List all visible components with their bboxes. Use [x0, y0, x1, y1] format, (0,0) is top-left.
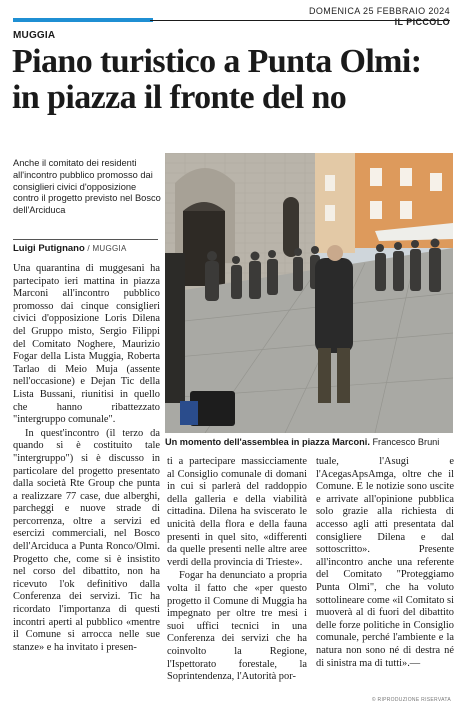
caption-text: Un momento dell'assemblea in piazza Marconi. [165, 437, 370, 447]
byline-location: MUGGIA [92, 244, 127, 253]
article-photo [165, 153, 453, 433]
photo-caption [165, 437, 455, 448]
article-subhead: Anche il comitato dei residenti all'incontro pubblico promosso dai consiglieri civici d'opposizione contro il progetto previsto nel Bosco dell'Arciduca [13, 158, 161, 216]
paragraph: ti a partecipare massicciamente al Consiglio comunale di domani in cui si parlerà del raddoppio della galleria e della viabilità cittadina. Dilena ha sviscerato le unicità della flora e della fauna presenti in quel sito, «differenti da quelle presenti nelle altre aree verdi della provincia di Trieste». [167, 456, 307, 568]
article-column-2 [167, 456, 307, 684]
article-column-1 [13, 263, 160, 654]
byline-author: Luigi Putignano [13, 243, 85, 254]
copyright-notice: © RIPRODUZIONE RISERVATA [371, 697, 451, 703]
article-headline [12, 44, 457, 116]
page-dateline [309, 6, 450, 28]
headline-line-2: in piazza il fronte del no [12, 79, 347, 116]
photo-credit: Francesco Bruni [372, 437, 440, 447]
section-accent-bar [13, 18, 153, 22]
paragraph: Una quarantina di muggesani ha partecipato ieri mattina in piazza Marconi all'incontro pubblico promosso dai cinque consiglieri civici d'opposizione Loris Dilena del Gruppo misto, Sergio Filippi del Comitato Noghere, Maurizio Fogar della Lista Muggia, Roberta Tarlao di Meio Muja (assente nell'occasione) e Dejan Tic della Lista Bussani, riunitisi in quello che hanno ribattezzato "intergruppo comunale". [13, 263, 160, 426]
article-column-3 [316, 456, 454, 670]
newspaper-name: IL PICCOLO [394, 17, 450, 27]
byline: Luigi Putignano / MUGGIA [13, 243, 127, 254]
headline-line-1: Piano turistico a Punta Olmi: [12, 43, 422, 80]
paragraph: In quest'incontro (il terzo da quando si è costituito tale "intergruppo") si è discusso in particolare del progetto presentato dalla società Rte Group che punta a realizzare 77 case, due alberghi, parcheggi e nuove strade di percorrenza, oltre a servizi ed esercizi commerciali, nel Bosco dell'Arciduca a Punta Ronco/Olmi. Progetto che, come si è insistito nel corso del dibattito, non ha ricevuto l'ok definitivo dalla Conferenza dei servizi. Tic ha ricordato l'importanza di questi incontri aperti al pubblico «mentre il Comune si arrocca nelle sue stanze» e ha invitato i presen- [13, 427, 160, 653]
section-label: MUGGIA [13, 30, 56, 41]
issue-date: DOMENICA 25 FEBBRAIO 2024 [308, 6, 450, 16]
subhead-divider [13, 239, 158, 240]
paragraph: Fogar ha denunciato a propria volta il fatto che «per questo progetto il Comune di Muggia ha impegnato per oltre tre mesi i suoi uffici tecnici in una Conferenza dei servizi che ha coinvolto la Regione, l'Ispettorato forestale, la Soprintendenza, l'Autorità por- [167, 570, 307, 683]
paragraph: tuale, l'Asugi e l'AcegasApsAmga, oltre che il Comune. E le notizie sono uscite e arrivate all'opinione pubblica solo grazie alla richiesta di accesso agli atti presentata dal consigliere Dilena e dal sottoscritto». Presente all'incontro anche una referente del Comitato "Proteggiamo Punta Olmi", che ha voluto sottolineare come «il Comitato si muoverà al di fuori del dibattito delle forze politiche in Consiglio comunale, perché l'ambiente e la natura non sono né di destra né di sinistra ma di tutti».— [316, 456, 454, 669]
